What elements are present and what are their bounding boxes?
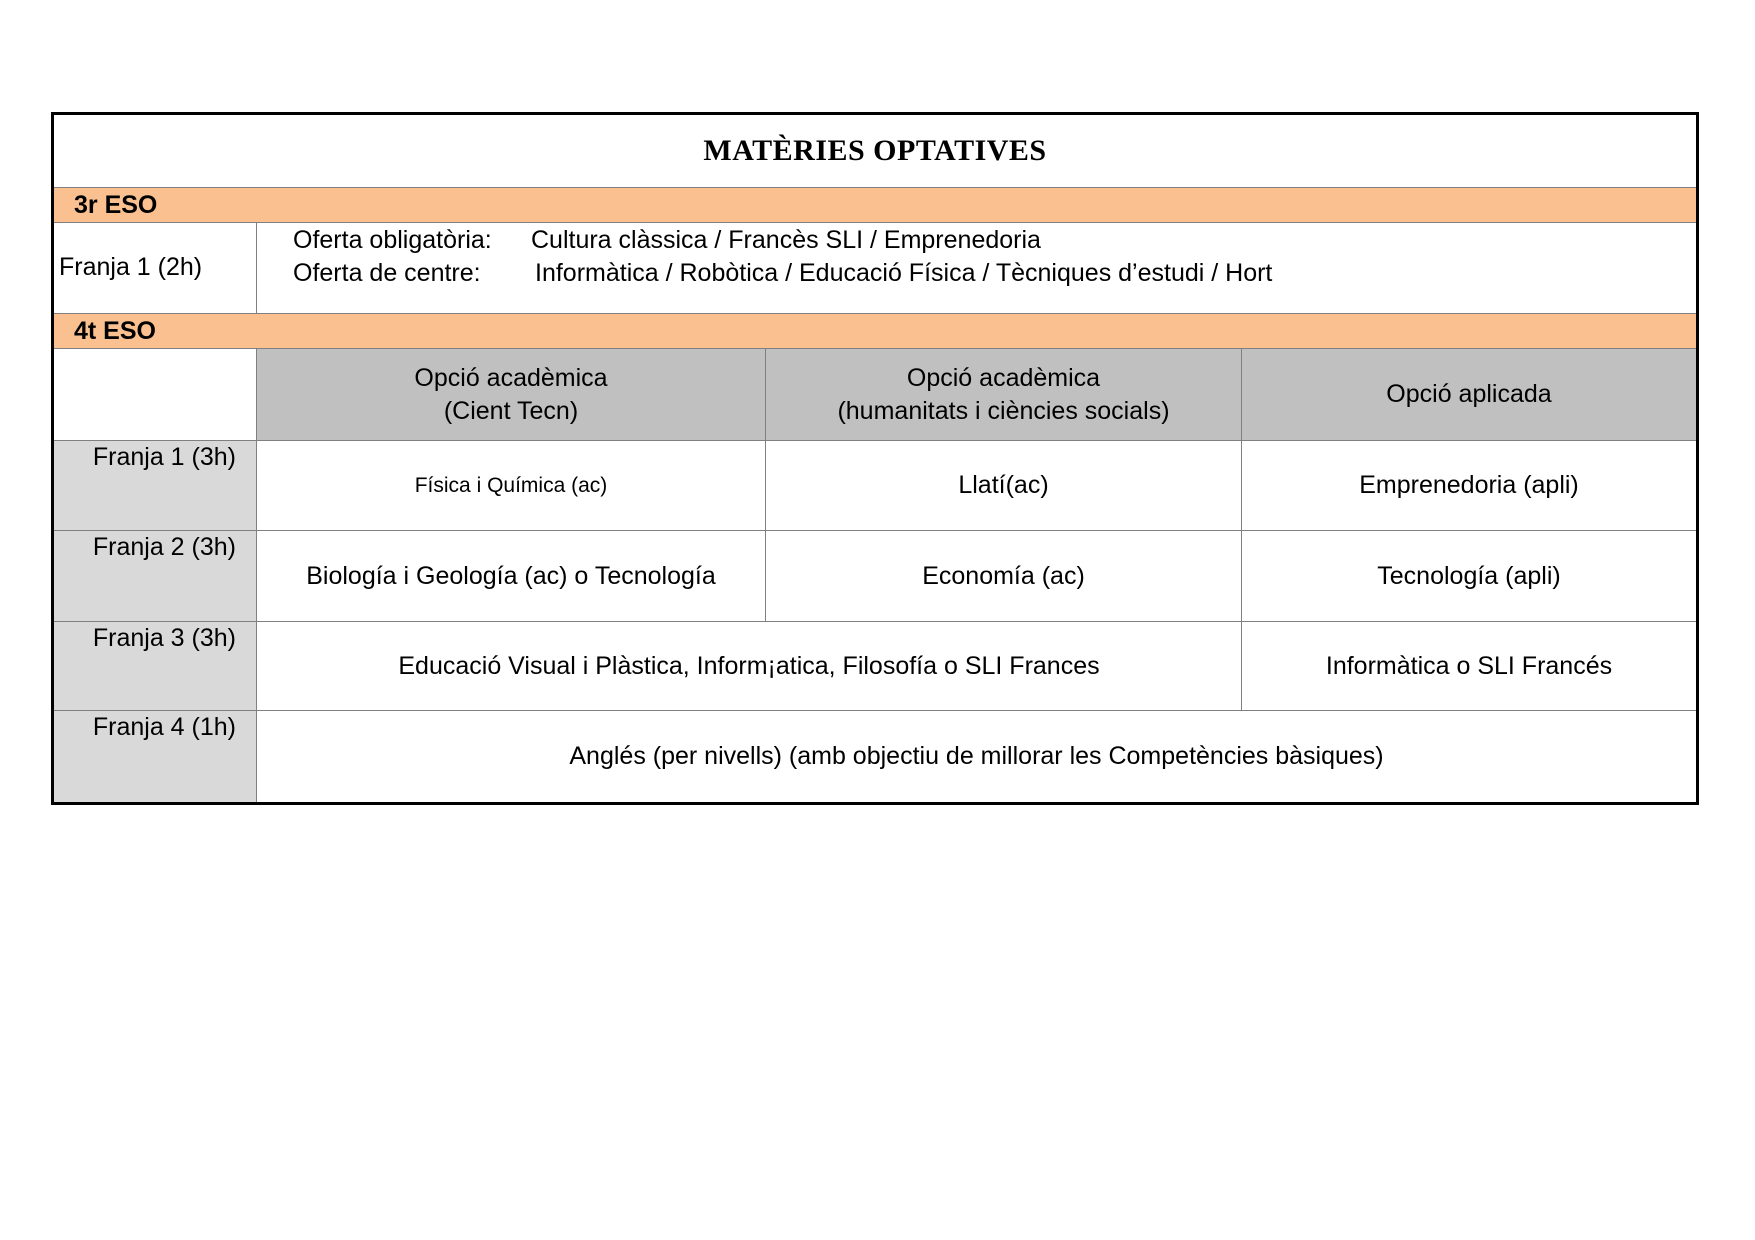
header-applied: Opció aplicada: [1242, 349, 1696, 441]
section-4t-eso: 4t ESO: [54, 313, 1696, 349]
cell-franja-1-humanities: Llatí(ac): [766, 441, 1242, 531]
obligatory-offer-label: Oferta obligatòria:: [293, 226, 492, 254]
cell-franja-2-applied: Tecnología (apli): [1242, 531, 1696, 622]
cell-franja-1-sci-tech: Física i Química (ac): [257, 441, 766, 531]
obligatory-offer-value: Cultura clàssica / Francès SLI / Emprenedoria: [531, 226, 1041, 254]
cell-franja-4-merged: Anglés (per nivells) (amb objectiu de millorar les Competències bàsiques): [569, 742, 1384, 770]
centre-offer: [293, 257, 1696, 290]
obligatory-offer: [293, 224, 1696, 257]
cell-franja-3-academic-merged: Educació Visual i Plàstica, Inform¡atica, Filosofía o SLI Frances: [257, 622, 1242, 711]
centre-offer-value: Informàtica / Robòtica / Educació Física / Tècniques d’estudi / Hort: [535, 259, 1273, 287]
optional-subjects-table: [51, 112, 1699, 805]
header-academic-humanities: Opció acadèmica (humanitats i ciències socials): [766, 349, 1242, 441]
row-label-4t-franja-4: Franja 4 (1h): [54, 711, 257, 802]
cell-franja-2-sci-tech: Biología i Geología (ac) o Tecnología: [257, 531, 766, 622]
row-label-3r-franja-1: Franja 1 (2h): [54, 222, 257, 313]
row-label-4t-franja-1: Franja 1 (3h): [54, 441, 257, 531]
cell-franja-1-applied: Emprenedoria (apli): [1242, 441, 1696, 531]
table-title: MATÈRIES OPTATIVES: [703, 134, 1047, 167]
header-corner: [54, 349, 257, 441]
offer-cell: [257, 222, 1696, 313]
centre-offer-label: Oferta de centre:: [293, 259, 481, 287]
row-label-4t-franja-3: Franja 3 (3h): [54, 622, 257, 711]
section-3r-eso: 3r ESO: [54, 187, 1696, 223]
header-academic-sci-tech: Opció acadèmica (Cient Tecn): [257, 349, 766, 441]
cell-franja-3-applied: Informàtica o SLI Francés: [1242, 622, 1696, 711]
cell-franja-2-humanities: Economía (ac): [766, 531, 1242, 622]
row-label-4t-franja-2: Franja 2 (3h): [54, 531, 257, 622]
